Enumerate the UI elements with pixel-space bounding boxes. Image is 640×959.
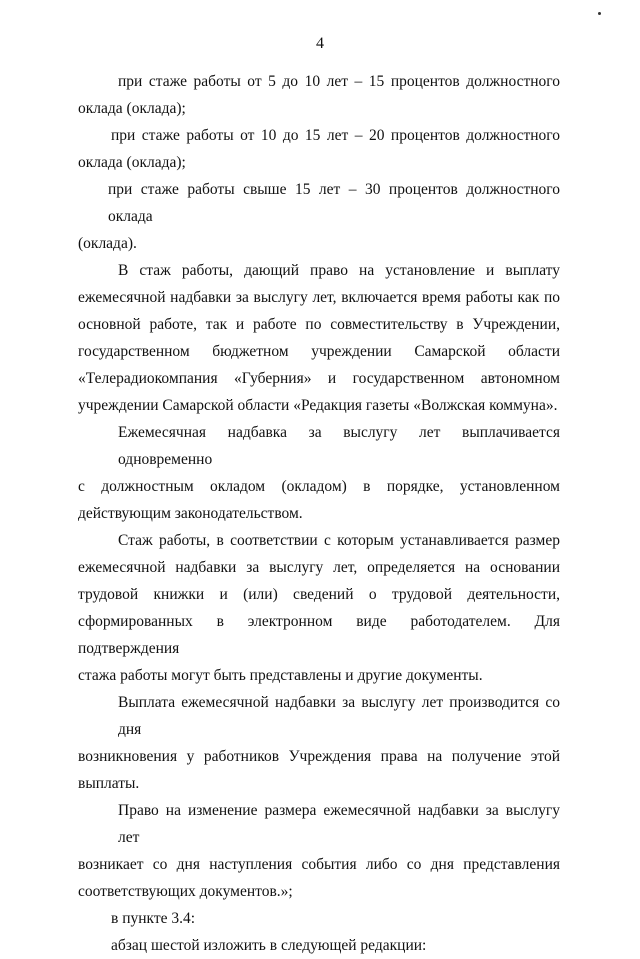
text-line: В стаж работы, дающий право на установление и выплату	[118, 262, 560, 279]
scan-artifact-dot	[598, 12, 601, 15]
text-line: возникновения у работников Учреждения права на получение этой	[78, 748, 560, 765]
text-line: при стаже работы от 5 до 10 лет – 15 процентов должностного	[118, 73, 560, 90]
text-line: учреждении Самарской области «Редакция газеты «Волжская коммуна».	[78, 397, 558, 414]
text-line: оклада (оклада);	[78, 100, 186, 117]
text-line: соответствующих документов.»;	[78, 883, 293, 900]
text-line: Выплата ежемесячной надбавки за выслугу лет производится со дня	[118, 694, 560, 738]
text-line: ежемесячной надбавки за выслугу лет, включается время работы как по	[78, 289, 560, 306]
text-line: основной работе, так и работе по совместительству в Учреждении,	[78, 316, 560, 333]
text-line: «Телерадиокомпания «Губерния» и государственном автономном	[78, 370, 560, 387]
paragraph	[78, 68, 560, 122]
text-line: Право на изменение размера ежемесячной надбавки за выслугу лет	[118, 802, 560, 846]
paragraph	[78, 257, 560, 419]
text-line: при стаже работы свыше 15 лет – 30 процентов должностного оклада	[108, 181, 560, 225]
text-line: трудовой книжки и (или) сведений о трудовой деятельности,	[78, 586, 560, 603]
paragraph	[78, 527, 560, 689]
document-body	[78, 68, 560, 959]
paragraph	[78, 176, 560, 257]
paragraph	[78, 419, 560, 527]
text-line: при стаже работы от 10 до 15 лет – 20 процентов должностного	[111, 127, 560, 144]
text-line: возникает со дня наступления события либо со дня представления	[78, 856, 560, 873]
text-line: (оклада).	[78, 235, 137, 252]
text-line: с должностным окладом (окладом) в порядке, установленном	[78, 478, 560, 495]
text-line: оклада (оклада);	[78, 154, 186, 171]
paragraph	[78, 122, 560, 176]
text-line: действующим законодательством.	[78, 505, 303, 522]
page-number: 4	[316, 35, 324, 52]
paragraph	[78, 797, 560, 905]
text-line: в пункте 3.4:	[111, 910, 196, 927]
paragraph	[78, 689, 560, 797]
text-line: государственном бюджетном учреждении Самарской области	[78, 343, 560, 360]
text-line: абзац шестой изложить в следующей редакции:	[111, 937, 427, 954]
paragraph	[78, 905, 560, 932]
text-line: Ежемесячная надбавка за выслугу лет выплачивается одновременно	[118, 424, 560, 468]
text-line: Стаж работы, в соответствии с которым устанавливается размер	[118, 532, 560, 549]
paragraph	[78, 932, 560, 959]
text-line: сформированных в электронном виде работодателем. Для подтверждения	[78, 613, 560, 657]
text-line: стажа работы могут быть представлены и другие документы.	[78, 667, 483, 684]
text-line: выплаты.	[78, 775, 140, 792]
text-line: ежемесячной надбавки за выслугу лет, определяется на основании	[78, 559, 560, 576]
